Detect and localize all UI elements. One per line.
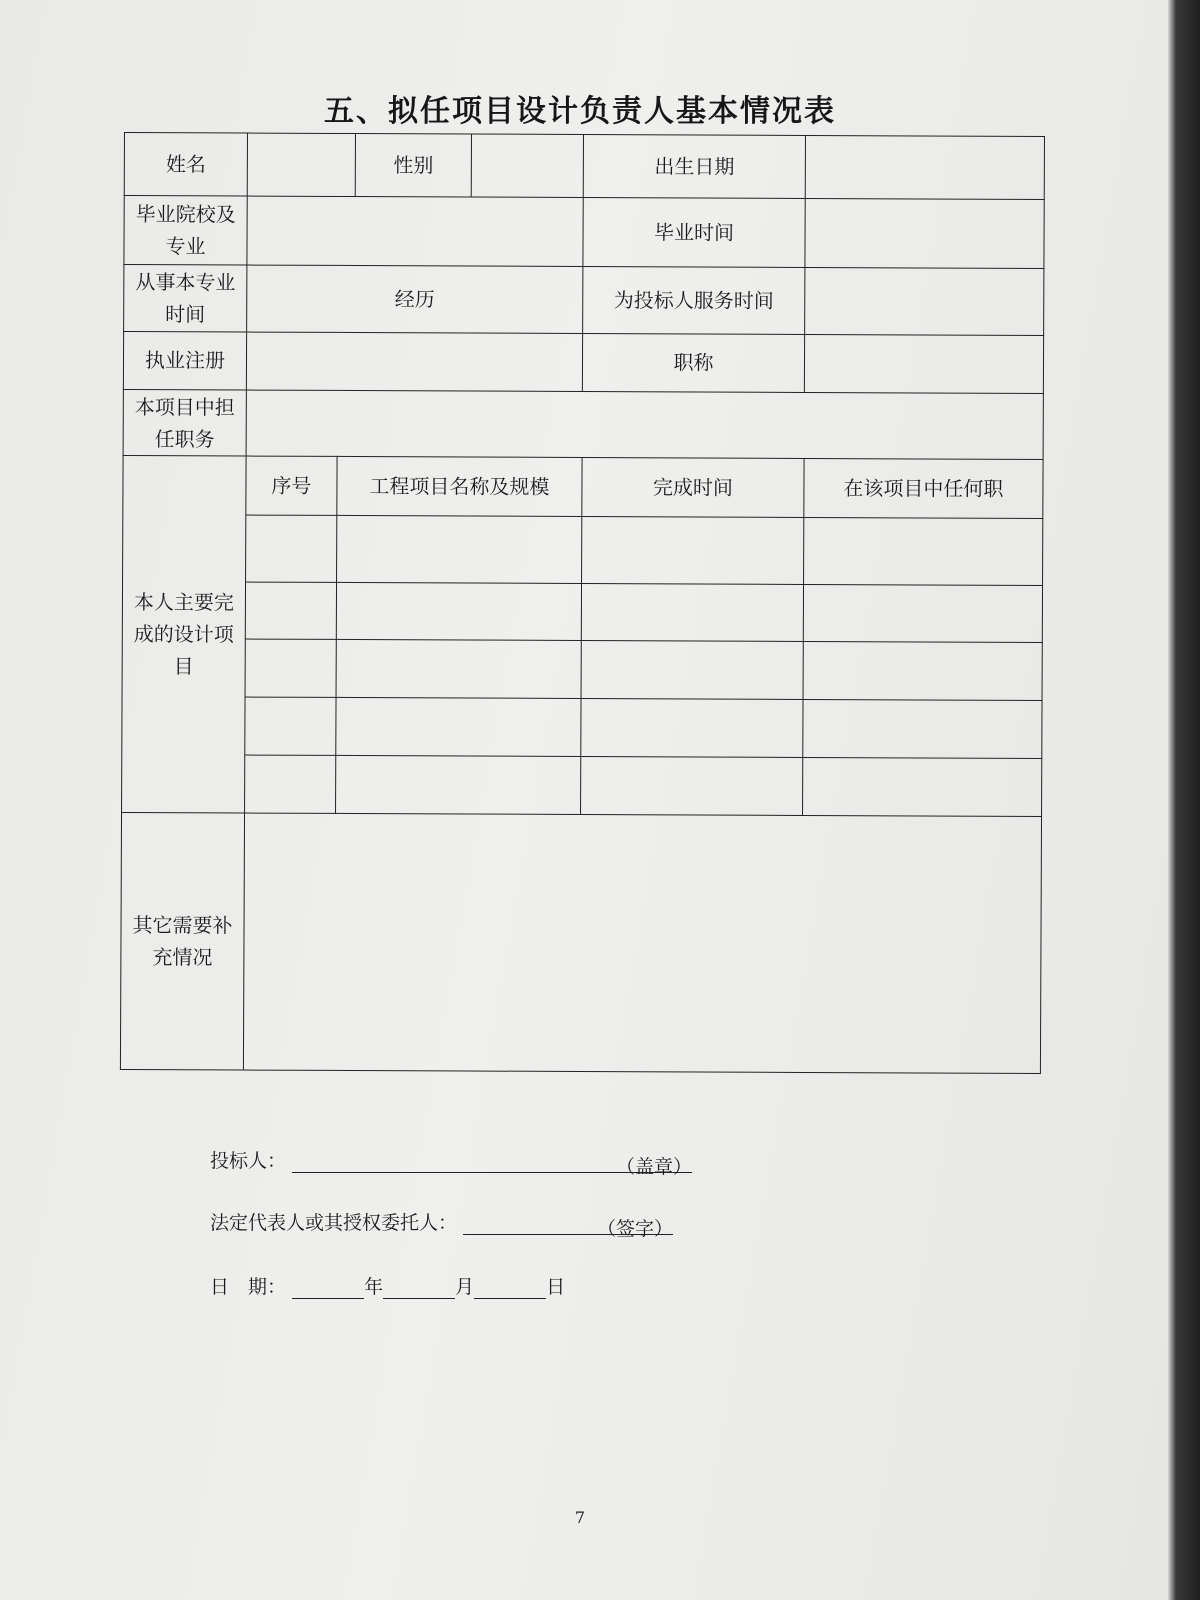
- month-label: 月: [455, 1276, 475, 1298]
- gender-label: 性别: [355, 134, 471, 197]
- school-major-value-cell[interactable]: [247, 196, 583, 266]
- project-position-cell[interactable]: [804, 517, 1043, 585]
- project-row: [122, 754, 1042, 816]
- row-registration: [123, 331, 1043, 394]
- representative-label: 法定代表人或其授权委托人：: [210, 1212, 458, 1234]
- project-name-cell[interactable]: [336, 698, 581, 757]
- project-position-cell[interactable]: [803, 757, 1042, 816]
- name-label: 姓名: [124, 133, 247, 196]
- row-school: [124, 195, 1044, 268]
- project-seq-cell[interactable]: [246, 515, 337, 582]
- project-name-cell[interactable]: [336, 755, 581, 814]
- project-name-cell[interactable]: [337, 515, 582, 583]
- col-header-position: 在该项目中任何职: [804, 459, 1043, 519]
- background-edge: [1168, 0, 1200, 1600]
- project-position-cell[interactable]: [803, 700, 1042, 759]
- professional-title-value-cell[interactable]: [804, 334, 1043, 394]
- form-title: 五、拟任项目设计负责人基本情况表: [324, 94, 836, 129]
- representative-sign-note: （签字）: [597, 1218, 674, 1240]
- representative-signature-field[interactable]: [463, 1214, 674, 1240]
- project-seq-cell[interactable]: [245, 697, 336, 755]
- date-label: 日 期：: [210, 1276, 287, 1298]
- name-value-cell[interactable]: [247, 133, 355, 196]
- row-role: [123, 390, 1043, 460]
- representative-signature-line: [210, 1208, 674, 1240]
- project-seq-cell[interactable]: [245, 639, 336, 697]
- project-row: [122, 697, 1042, 759]
- service-time-label: 为投标人服务时间: [583, 266, 805, 334]
- project-time-cell[interactable]: [582, 516, 804, 584]
- other-info-value-cell[interactable]: [243, 813, 1041, 1074]
- bidder-signature-line: [210, 1146, 693, 1178]
- project-position-cell[interactable]: [803, 642, 1042, 701]
- project-time-cell[interactable]: [581, 699, 803, 758]
- project-row: [122, 581, 1042, 643]
- graduation-time-label: 毕业时间: [583, 197, 805, 267]
- project-seq-cell[interactable]: [245, 755, 336, 813]
- bidder-seal-note: （盖章）: [616, 1156, 693, 1178]
- project-seq-cell[interactable]: [245, 582, 336, 640]
- month-field[interactable]: [383, 1278, 455, 1299]
- projects-header-row: [123, 456, 1043, 519]
- project-position-cell[interactable]: [803, 584, 1042, 643]
- bidder-seal-field[interactable]: [292, 1152, 693, 1178]
- col-header-seq: 序号: [246, 456, 337, 515]
- bidder-label: 投标人：: [210, 1150, 287, 1172]
- registration-value-cell[interactable]: [246, 332, 582, 392]
- projects-label: 本人主要完成的设计项目: [122, 456, 247, 813]
- year-label: 年: [364, 1276, 384, 1298]
- birth-date-label: 出生日期: [583, 135, 805, 199]
- row-experience: [124, 264, 1044, 335]
- date-line: [210, 1272, 565, 1299]
- day-field[interactable]: [474, 1278, 546, 1299]
- birth-date-value-cell[interactable]: [805, 135, 1044, 199]
- page-number: 7: [574, 1508, 586, 1527]
- day-label: 日: [546, 1276, 566, 1298]
- graduation-time-value-cell[interactable]: [805, 198, 1044, 268]
- registration-label: 执业注册: [123, 331, 246, 390]
- project-role-label: 本项目中担任职务: [123, 390, 246, 456]
- other-info-label: 其它需要补充情况: [120, 812, 244, 1070]
- project-role-value-cell[interactable]: [246, 390, 1043, 459]
- col-header-project-name: 工程项目名称及规模: [337, 457, 582, 517]
- project-name-cell[interactable]: [336, 640, 581, 699]
- gender-value-cell[interactable]: [471, 134, 583, 197]
- project-time-cell[interactable]: [581, 756, 803, 815]
- project-row: [123, 514, 1043, 585]
- professional-title-label: 职称: [582, 333, 804, 393]
- year-field[interactable]: [292, 1278, 364, 1299]
- experience-label: 经历: [247, 265, 583, 333]
- row-other: [120, 812, 1041, 1073]
- col-header-completion-time: 完成时间: [582, 458, 804, 518]
- project-row: [122, 639, 1042, 701]
- project-time-cell[interactable]: [581, 583, 803, 642]
- project-time-cell[interactable]: [581, 641, 803, 700]
- service-time-value-cell[interactable]: [805, 267, 1044, 335]
- school-major-label: 毕业院校及专业: [124, 195, 247, 264]
- row-name: [124, 133, 1044, 200]
- candidate-info-table: [120, 132, 1045, 1074]
- years-in-profession-label: 从事本专业时间: [124, 264, 247, 331]
- project-name-cell[interactable]: [336, 582, 581, 641]
